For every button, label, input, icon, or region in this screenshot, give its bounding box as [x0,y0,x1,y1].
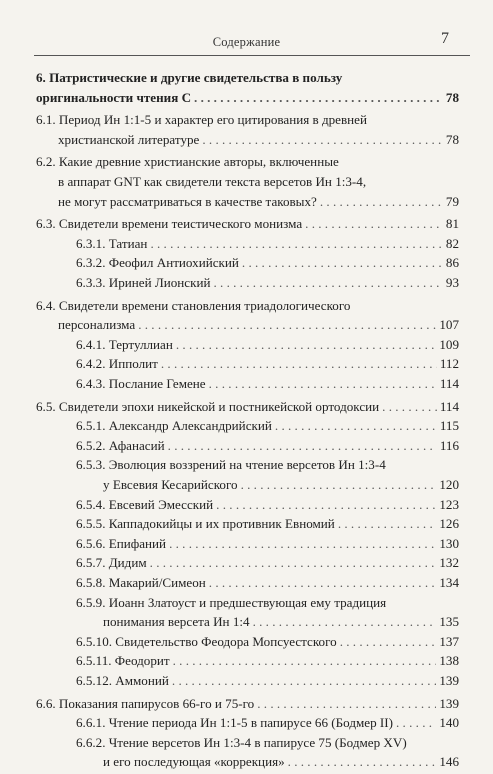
toc-entry-line: 6.5.3. Эволюция воззрений на чтение версетов Ин 1:3-4 [76,457,386,473]
toc-entry[interactable] [76,495,459,514]
dot-leader [396,713,436,732]
toc-entry[interactable] [103,612,459,631]
toc-entry[interactable] [76,632,459,651]
toc-entry[interactable] [76,335,459,354]
toc-entry-title: 6.5.1. Александр Александрийский [76,418,272,434]
toc-page-number: 120 [439,477,459,492]
header-divider [34,55,470,56]
toc-entry-title: 6.5.11. Феодорит [76,653,170,669]
dot-leader [173,651,437,670]
toc-page-number: 109 [439,336,459,352]
toc-entry[interactable] [76,273,459,292]
dot-leader [209,374,437,393]
toc-entry-title: 6.6. Показания папирусов 66-го и 75-го [36,695,255,711]
toc-entry-line: 6.5.9. Иоанн Златоуст и предшествующая ему традиция [76,594,387,610]
toc-entry[interactable] [76,573,459,592]
toc-entry-title: 6.5.7. Дидим [76,555,147,571]
dot-leader [150,553,437,572]
toc-entry[interactable] [36,397,459,416]
toc-entry-title: 6.3.2. Феофил Антиохийский [76,255,239,271]
toc-entry[interactable] [76,374,459,393]
toc-entry[interactable] [36,88,459,107]
toc-page-number: 115 [439,418,459,434]
toc-page-number: 139 [439,673,459,688]
toc-page-number: 116 [439,437,459,453]
toc-entry-title: и его последующая «коррекция» [103,754,285,770]
toc-entry-line: в аппарат GNT как свидетели текста версетов Ин 1:3-4, [58,174,367,189]
toc-entry[interactable] [58,315,459,334]
toc-page-number: 140 [439,715,459,731]
toc-page-number: 86 [445,255,459,271]
toc-entry-line: 6. Патристические и другие свидетельства в пользу [36,70,343,85]
page-number: 7 [441,30,449,47]
toc-entry-title: 6.4.2. Ипполит [76,356,158,372]
dot-leader [172,671,436,690]
toc-page-number: 112 [439,356,459,372]
toc-entry-line: 6.2. Какие древние христианские авторы, включенные [36,154,339,170]
toc-entry-title: оригинальности чтения С [36,89,192,105]
dot-leader [150,234,442,253]
toc-entry-title: у Евсевия Кесарийского [103,477,238,492]
dot-leader [257,694,436,713]
dot-leader [161,354,437,373]
toc-entry-line: 6.1. Период Ин 1:1-5 и характер его цитирования в древней [36,112,367,128]
toc-page-number: 123 [439,496,459,512]
dot-leader [169,534,436,553]
dot-leader [216,495,436,514]
toc-page-number: 146 [439,754,459,770]
toc-page-number: 114 [439,376,459,391]
dot-leader [340,632,437,651]
toc-entry[interactable] [36,694,459,713]
dot-leader [288,752,437,771]
toc-entry-title: христианской литературе [58,131,200,147]
dot-leader [305,214,443,233]
toc-page-number: 134 [439,575,459,590]
toc-entry-title: 6.5.6. Епифаний [76,535,167,551]
toc-page-number: 135 [439,614,459,630]
toc-page-number: 82 [445,235,459,251]
toc-entry[interactable] [103,752,459,771]
toc-page-number: 78 [445,89,459,105]
dot-leader [241,475,437,494]
toc-page-number: 79 [445,193,459,209]
dot-leader [253,612,437,631]
toc-page-number: 130 [439,535,459,551]
toc-page-number: 139 [439,695,459,711]
dot-leader [202,130,443,149]
toc-entry-title: 6.5.10. Свидетельство Феодора Мопсуестского [76,633,337,649]
toc-page-number: 78 [445,131,459,147]
toc-entry[interactable] [76,436,459,455]
toc-entry-title: 6.5. Свидетели эпохи никейской и постникейской ортодоксии [36,398,380,414]
toc-entry-title: 6.5.4. Евсевий Эмесский [76,496,214,512]
toc-entry[interactable] [76,553,459,572]
toc-entry-title: 6.3. Свидетели времени теистического монизма [36,216,303,232]
toc-entry[interactable] [76,514,459,533]
toc-entry[interactable] [103,475,459,494]
toc-entry-title: не могут рассматриваться в качестве таковых? [58,193,317,209]
toc-entry[interactable] [36,214,459,233]
running-header-title: Содержание [212,35,281,49]
toc-entry-line: 6.4. Свидетели времени становления триадологического [36,297,351,313]
toc-entry[interactable] [76,651,459,670]
toc-entry[interactable] [76,354,459,373]
toc-page-number: 132 [439,555,459,571]
toc-entry[interactable] [76,234,459,253]
toc-entry-title: 6.6.1. Чтение периода Ин 1:1-5 в папирусе 66 (Бодмер II) [76,715,393,731]
dot-leader [338,514,437,533]
toc-entry[interactable] [76,416,459,435]
toc-entry[interactable] [76,671,459,690]
toc-page-number: 93 [445,275,459,290]
toc-entry-title: 6.3.1. Татиан [76,235,148,251]
dot-leader [275,416,437,435]
toc-entry-title: 6.5.8. Макарий/Симеон [76,575,206,590]
toc-entry[interactable] [58,130,459,149]
toc-entry[interactable] [76,713,459,732]
dot-leader [209,573,437,592]
toc-entry-title: 6.5.12. Аммоний [76,673,169,688]
toc-entry-title: понимания версета Ин 1:4 [103,614,250,630]
toc-entry[interactable] [76,534,459,553]
toc-page-number: 137 [439,633,459,649]
dot-leader [382,397,437,416]
toc-page-number: 114 [439,398,459,414]
toc-entry-line: 6.6.2. Чтение версетов Ин 1:3-4 в папирусе 75 (Бодмер XV) [76,734,407,750]
toc-entry-title: 6.4.3. Послание Гемене [76,376,206,391]
toc-page-number: 107 [439,317,459,333]
dot-leader [138,315,436,334]
toc-entry-title: 6.5.2. Афанасий [76,437,165,453]
toc-entry-title: 6.3.3. Ириней Лионский [76,275,211,290]
toc-entry-title: 6.4.1. Тертуллиан [76,336,173,352]
toc-page-number: 126 [439,516,459,532]
dot-leader [213,273,442,292]
toc-entry-title: 6.5.5. Каппадокийцы и их противник Евномий [76,516,335,532]
dot-leader [242,253,443,272]
dot-leader [168,436,437,455]
toc-entry[interactable] [58,192,459,211]
dot-leader [194,88,443,107]
toc-page-number: 138 [439,653,459,669]
dot-leader [176,335,437,354]
dot-leader [320,192,443,211]
toc-entry[interactable] [76,253,459,272]
toc-page-number: 81 [445,216,459,232]
toc-entry-title: персонализма [58,317,136,333]
